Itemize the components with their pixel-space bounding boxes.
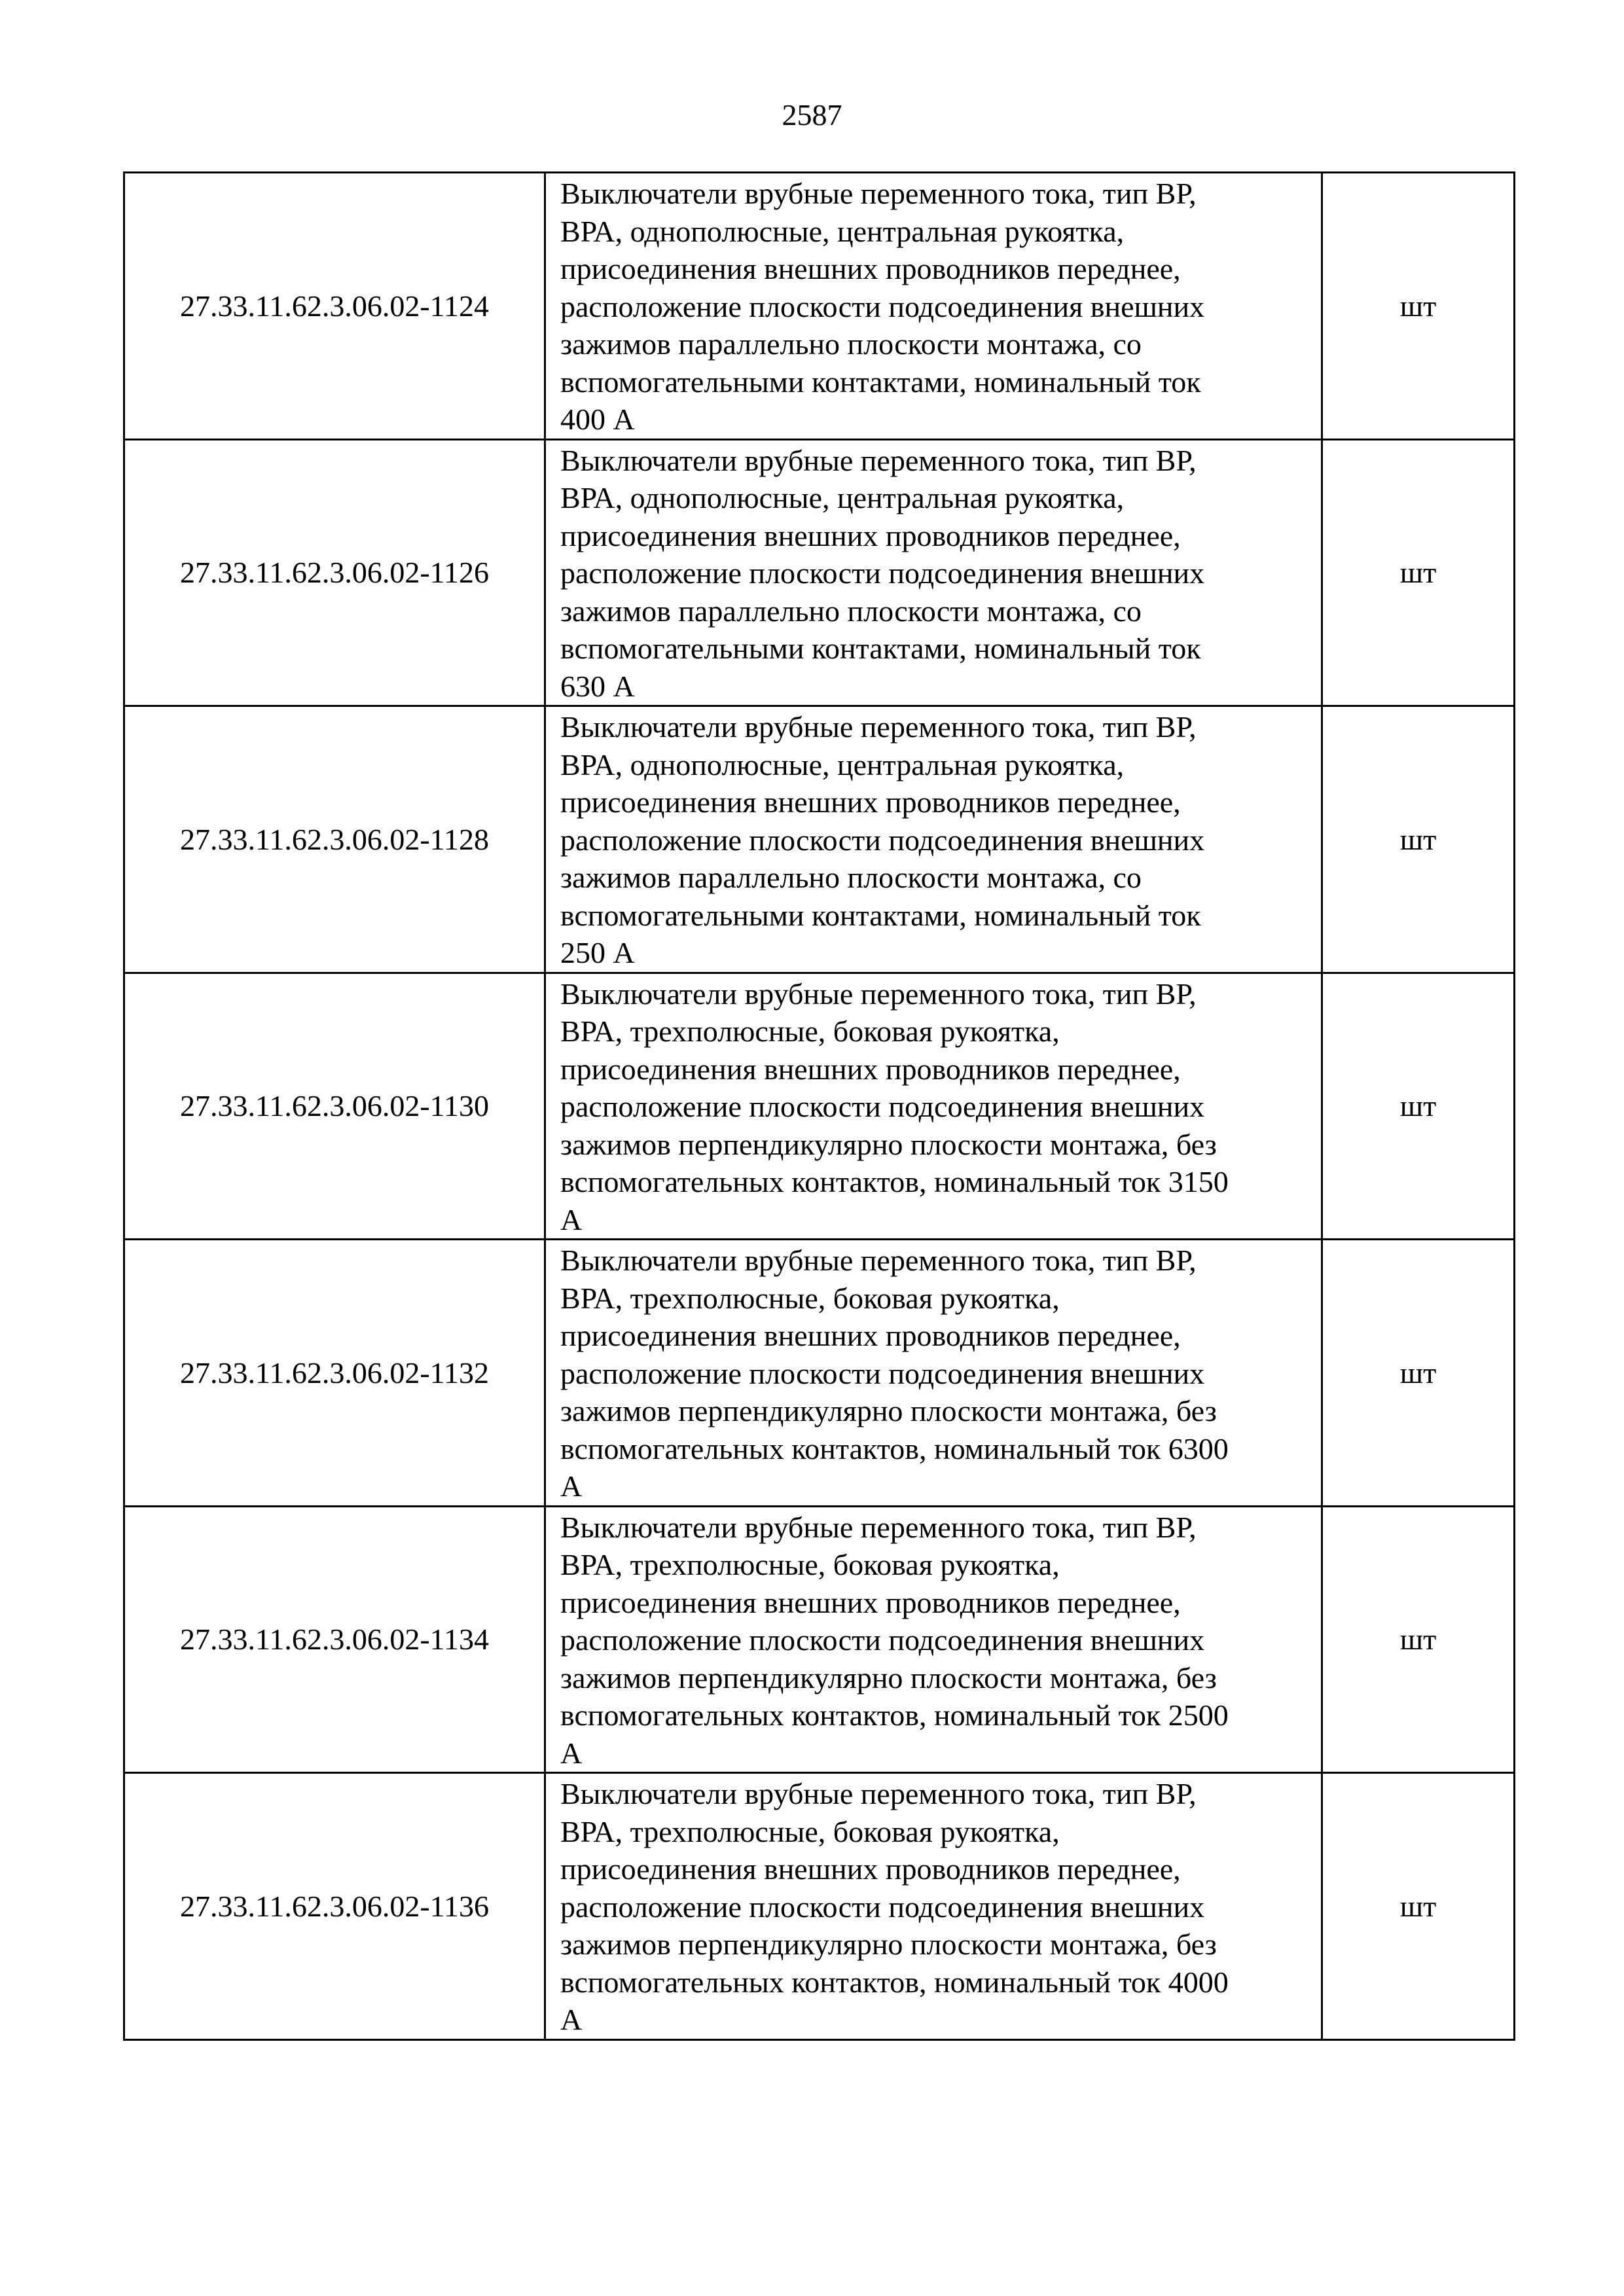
- description-line: присоединения внешних проводников переднее,: [560, 1319, 1181, 1352]
- resource-code-cell: 27.33.11.62.3.06.02-1134: [124, 1506, 545, 1773]
- unit-cell: шт: [1322, 173, 1515, 440]
- description-line: ВРА, однополюсные, центральная рукоятка,: [560, 747, 1125, 781]
- description-line: 250 А: [560, 936, 635, 969]
- unit-cell: шт: [1322, 1773, 1515, 2040]
- description-line: Выключатели врубные переменного тока, тип ВР,: [560, 1244, 1197, 1277]
- description-line: присоединения внешних проводников переднее,: [560, 518, 1181, 552]
- description-line: ВРА, трехполюсные, боковая рукоятка,: [560, 1548, 1060, 1581]
- description-line: 630 А: [560, 669, 635, 703]
- resource-description-cell: [545, 1773, 1322, 2040]
- description-line: вспомогательными контактами, номинальный ток: [560, 365, 1201, 399]
- description-line: зажимов параллельно плоскости монтажа, со: [560, 594, 1142, 628]
- description-line: расположение плоскости подсоединения внешних: [560, 823, 1205, 857]
- description-line: расположение плоскости подсоединения внешних: [560, 1623, 1205, 1657]
- page-number: 2587: [782, 98, 842, 132]
- description-line: ВРА, трехполюсные, боковая рукоятка,: [560, 1814, 1060, 1848]
- description-line: вспомогательных контактов, номинальный ток 6300: [560, 1431, 1229, 1465]
- table-row: [124, 1240, 1515, 1507]
- resource-table-body: [124, 173, 1515, 2040]
- description-line: ВРА, однополюсные, центральная рукоятка,: [560, 214, 1125, 248]
- table-row: [124, 973, 1515, 1240]
- description-line: расположение плоскости подсоединения внешних: [560, 1090, 1205, 1123]
- description-line: Выключатели врубные переменного тока, тип ВР,: [560, 177, 1197, 210]
- description-line: расположение плоскости подсоединения внешних: [560, 556, 1205, 590]
- description-line: вспомогательными контактами, номинальный ток: [560, 632, 1201, 665]
- description-line: Выключатели врубные переменного тока, тип ВР,: [560, 1777, 1197, 1810]
- resource-code-cell: 27.33.11.62.3.06.02-1136: [124, 1773, 545, 2040]
- description-line: присоединения внешних проводников переднее,: [560, 252, 1181, 285]
- description-line: расположение плоскости подсоединения внешних: [560, 289, 1205, 323]
- description-line: вспомогательных контактов, номинальный ток 2500: [560, 1698, 1229, 1732]
- table-row: [124, 1773, 1515, 2040]
- description-line: А: [560, 1736, 583, 1770]
- description-line: А: [560, 2003, 583, 2036]
- table-row: [124, 439, 1515, 706]
- table-row: [124, 706, 1515, 973]
- description-line: Выключатели врубные переменного тока, тип ВР,: [560, 710, 1197, 744]
- resource-description-cell: [545, 1240, 1322, 1507]
- unit-cell: шт: [1322, 1506, 1515, 1773]
- description-line: А: [560, 1202, 583, 1236]
- unit-cell: шт: [1322, 706, 1515, 973]
- description-line: ВРА, однополюсные, центральная рукоятка,: [560, 481, 1125, 514]
- resource-code-cell: 27.33.11.62.3.06.02-1126: [124, 439, 545, 706]
- description-line: присоединения внешних проводников переднее,: [560, 785, 1181, 819]
- resource-code-cell: 27.33.11.62.3.06.02-1124: [124, 173, 545, 440]
- description-line: зажимов перпендикулярно плоскости монтажа, без: [560, 1660, 1217, 1695]
- description-line: 400 А: [560, 403, 635, 436]
- unit-cell: шт: [1322, 1240, 1515, 1507]
- resource-description-cell: [545, 1506, 1322, 1773]
- resource-code-cell: 27.33.11.62.3.06.02-1128: [124, 706, 545, 973]
- description-line: зажимов параллельно плоскости монтажа, со: [560, 327, 1142, 361]
- description-line: зажимов перпендикулярно плоскости монтажа, без: [560, 1928, 1217, 1961]
- unit-cell: шт: [1322, 439, 1515, 706]
- description-line: зажимов перпендикулярно плоскости монтажа, без: [560, 1127, 1217, 1161]
- description-line: присоединения внешних проводников переднее,: [560, 1852, 1181, 1886]
- resource-description-cell: [545, 706, 1322, 973]
- unit-cell: шт: [1322, 973, 1515, 1240]
- resource-description-cell: [545, 439, 1322, 706]
- description-line: присоединения внешних проводников переднее,: [560, 1052, 1181, 1086]
- resource-table: [123, 171, 1515, 2041]
- resource-code-cell: 27.33.11.62.3.06.02-1130: [124, 973, 545, 1240]
- resource-code-cell: 27.33.11.62.3.06.02-1132: [124, 1240, 545, 1507]
- table-row: [124, 173, 1515, 440]
- description-line: Выключатели врубные переменного тока, тип ВР,: [560, 977, 1197, 1011]
- table-row: [124, 1506, 1515, 1773]
- description-line: Выключатели врубные переменного тока, тип ВР,: [560, 1510, 1197, 1544]
- description-line: вспомогательных контактов, номинальный ток 3150: [560, 1165, 1229, 1198]
- description-line: расположение плоскости подсоединения внешних: [560, 1356, 1205, 1390]
- description-line: ВРА, трехполюсные, боковая рукоятка,: [560, 1014, 1060, 1048]
- description-line: расположение плоскости подсоединения внешних: [560, 1890, 1205, 1924]
- resource-description-cell: [545, 973, 1322, 1240]
- description-line: вспомогательными контактами, номинальный ток: [560, 898, 1201, 932]
- description-line: Выключатели врубные переменного тока, тип ВР,: [560, 443, 1197, 477]
- description-line: вспомогательных контактов, номинальный ток 4000: [560, 1965, 1229, 1999]
- description-line: присоединения внешних проводников переднее,: [560, 1585, 1181, 1619]
- description-line: А: [560, 1469, 583, 1503]
- description-line: зажимов параллельно плоскости монтажа, со: [560, 861, 1142, 894]
- description-line: зажимов перпендикулярно плоскости монтажа, без: [560, 1394, 1217, 1427]
- description-line: ВРА, трехполюсные, боковая рукоятка,: [560, 1281, 1060, 1315]
- resource-description-cell: [545, 173, 1322, 440]
